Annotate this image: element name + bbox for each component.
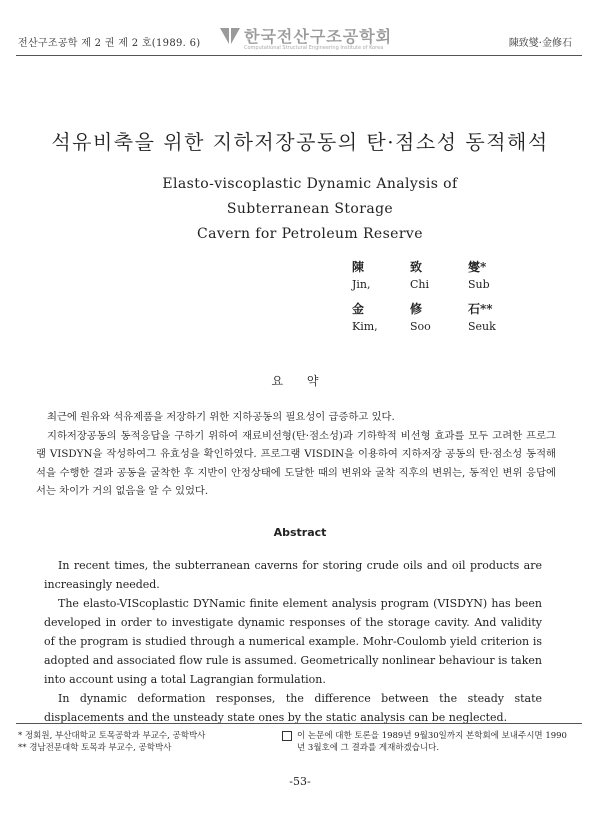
- header-divider: [16, 55, 582, 56]
- society-logo: [220, 28, 392, 52]
- footnote-2: ** 경남전문대학 토목과 부교수, 공학박사: [18, 743, 172, 753]
- discussion-note-text: 이 논문에 대한 토론을 1989년 9월30일까지 본학회에 보내주시면 1990년 3월호에 그 결과를 게재하겠습니다.: [297, 731, 567, 753]
- author-block: [352, 258, 522, 342]
- checkbox-square-icon: [282, 731, 292, 741]
- author-2-given1: Soo: [410, 320, 431, 333]
- journal-info: 전산구조공학 제 2 권 제 2 호(1989. 6): [18, 38, 201, 49]
- society-emblem-icon: [220, 28, 240, 44]
- author-2-hanja: [352, 300, 522, 320]
- author-footnotes: [18, 730, 205, 754]
- society-name-english: Computational Structural Engineering Institute of Korea: [244, 45, 384, 51]
- korean-abstract-heading: 요 약: [271, 374, 329, 388]
- author-2-given1-hanja: 修: [410, 302, 423, 316]
- paper-title-english: [120, 172, 500, 247]
- author-2-given2: Seuk: [468, 320, 496, 333]
- korean-abstract-paragraph-1: 최근에 원유와 석유제품을 저장하기 위한 지하공동의 필요성이 급증하고 있다.: [47, 411, 395, 423]
- author-1-given2: Sub: [468, 278, 490, 291]
- english-abstract-paragraph-3: In dynamic deformation responses, the difference between the steady state displacements and the unsteady state ones by the static analysis can be neglected.: [44, 692, 542, 724]
- discussion-note: [282, 730, 572, 754]
- author-1-given1: Chi: [410, 278, 430, 291]
- english-abstract-heading: Abstract: [273, 526, 327, 539]
- running-authors: 陳致燮·金修石: [508, 38, 572, 49]
- title-english-line-2: Cavern for Petroleum Reserve: [197, 226, 423, 242]
- english-abstract-paragraph-2: The elasto-VIScoplastic DYNamic finite element analysis program (VISDYN) has been developed in order to investigate dynamic responses of the storage cavity. And validity of the program is studied through a numerical example. Mohr-Coulomb yield criterion is adopted and associated flow rule is assumed. Geometrically nonlinear behaviour is taken into account using a total Lagrangian formulation.: [44, 597, 542, 686]
- footnote-divider: [16, 723, 582, 724]
- author-1-surname: Jin,: [352, 278, 371, 291]
- english-abstract-paragraph-1: In recent times, the subterranean caverns for storing crude oils and oil products are increasingly needed.: [44, 559, 542, 591]
- page-number: -53-: [289, 775, 311, 788]
- author-2-surname-hanja: 金: [352, 302, 365, 316]
- author-2-surname: Kim,: [352, 320, 378, 333]
- author-1-latin: [352, 278, 522, 300]
- author-1-given1-hanja: 致: [410, 260, 423, 274]
- author-2-latin: [352, 320, 522, 342]
- author-1-surname-hanja: 陳: [352, 260, 365, 274]
- author-1-hanja: [352, 258, 522, 278]
- title-english-line-1: Elasto-viscoplastic Dynamic Analysis of Subterranean Storage: [162, 176, 458, 217]
- author-1-given2-hanja: 燮*: [468, 260, 487, 274]
- society-name-korean: 한국전산구조공학회: [244, 27, 393, 46]
- paper-title-korean: 석유비축을 위한 지하저장공동의 탄·점소성 동적해석: [51, 130, 549, 154]
- author-2-given2-hanja: 石**: [468, 302, 493, 316]
- korean-abstract-paragraph-2: 지하저장공동의 동적응답을 구하기 위하여 재료비선형(탄·점소성)과 기하학적 비선형 효과를 모두 고려한 프로그램 VISDYN을 작성하여그 유효성을 확인하였다. 프로그램 VISDIN을 이용하여 지하저장 공동의 탄·점소성 동적해석을 수행한 결과 공동을 굴착한 후 지반이 안정상태에 도달한 때의 변위와 굴착 직후의 변위는, 동적인 변위 응답에서는 차이가 거의 없음을 알 수 있었다.: [36, 429, 556, 497]
- footnote-1: * 정회원, 부산대학교 토목공학과 부교수, 공학박사: [18, 731, 206, 741]
- korean-abstract-body: [36, 408, 556, 501]
- english-abstract-body: [44, 556, 542, 727]
